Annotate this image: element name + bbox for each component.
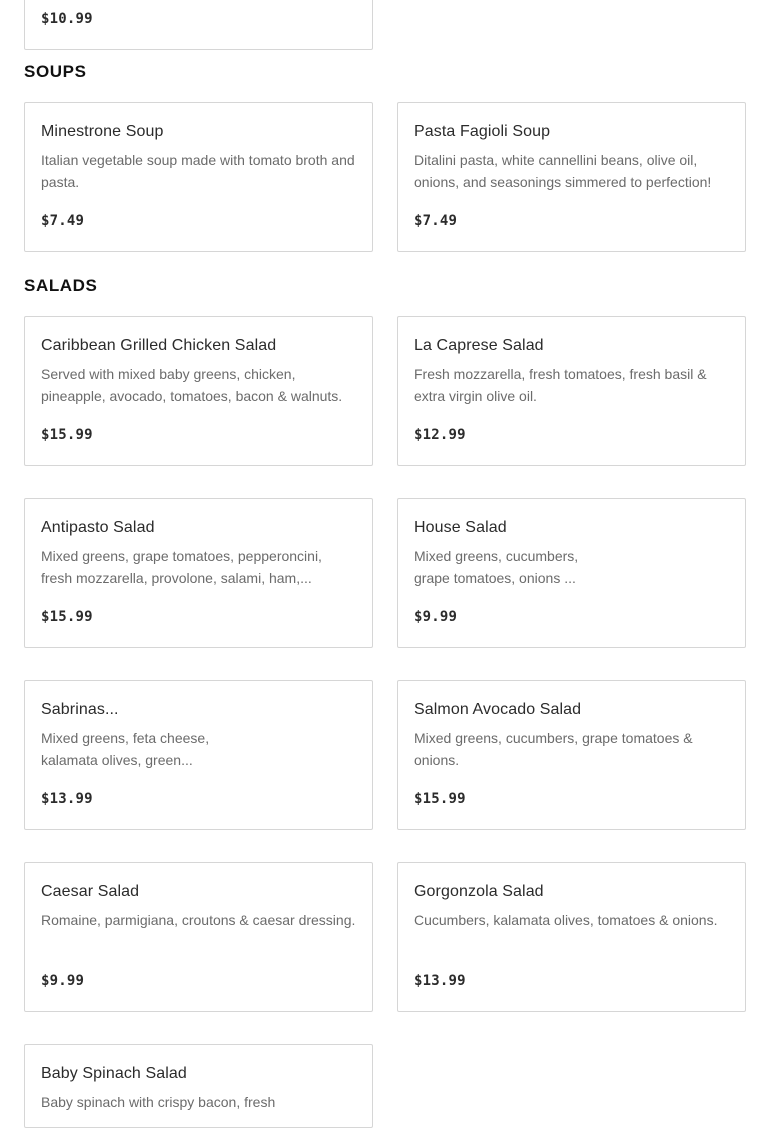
item-price: $9.99 [41,973,85,989]
item-description: Cucumbers, kalamata olives, tomatoes & onions. [414,912,718,928]
item-price: $15.99 [414,791,466,807]
item-description: Fresh mozzarella, fresh tomatoes, fresh basil & extra virgin olive oil. [414,366,707,404]
menu-item-card[interactable] [24,0,373,50]
menu-item-card[interactable] [24,862,373,1012]
menu-item-card[interactable] [24,102,373,252]
item-price: $10.99 [41,11,93,27]
item-price: $15.99 [41,427,93,443]
item-description: Served with mixed baby greens, chicken, pineapple, avocado, tomatoes, bacon & walnuts. [41,366,343,404]
menu-item-card[interactable] [397,498,746,648]
item-description: Baby spinach with crispy bacon, fresh [41,1094,276,1110]
item-name: Caesar Salad [41,883,140,900]
item-name: Antipasto Salad [41,519,155,536]
item-description: Mixed greens, cucumbers, grape tomatoes, onions ... [414,548,579,586]
item-name: Gorgonzola Salad [414,883,544,900]
item-description: Mixed greens, grape tomatoes, pepperoncini, fresh mozzarella, provolone, salami, ham,... [41,548,322,586]
item-price: $7.49 [41,213,85,229]
item-name: Minestrone Soup [41,123,164,140]
menu-item-card[interactable] [24,1044,373,1128]
menu-item-card[interactable] [24,316,373,466]
menu-item-card[interactable] [24,680,373,830]
item-description: Mixed greens, feta cheese, kalamata olives, green... [41,730,210,768]
item-price: $12.99 [414,427,466,443]
item-price: $15.99 [41,609,93,625]
section-title-salads: SALADS [24,276,98,295]
section-title-soups: SOUPS [24,62,87,81]
menu-item-card[interactable] [24,498,373,648]
item-price: $13.99 [414,973,466,989]
item-name: Caribbean Grilled Chicken Salad [41,337,277,354]
item-name: Baby Spinach Salad [41,1065,187,1082]
menu-item-card[interactable] [397,680,746,830]
item-price: $7.49 [414,213,458,229]
item-description: Romaine, parmigiana, croutons & caesar dressing. [41,912,356,928]
item-name: La Caprese Salad [414,337,544,354]
menu-item-card[interactable] [397,862,746,1012]
item-description: Mixed greens, cucumbers, grape tomatoes & onions. [414,730,693,768]
item-price: $9.99 [414,609,458,625]
item-price: $13.99 [41,791,93,807]
menu-item-card[interactable] [397,102,746,252]
item-description: Italian vegetable soup made with tomato broth and pasta. [41,152,355,190]
item-description: Ditalini pasta, white cannellini beans, olive oil, onions, and seasonings simmered to perfection! [414,152,712,190]
item-name: House Salad [414,519,507,536]
menu-item-card[interactable] [397,316,746,466]
item-name: Salmon Avocado Salad [414,701,582,718]
item-name: Pasta Fagioli Soup [414,123,551,140]
item-name: Sabrinas... [41,701,119,718]
